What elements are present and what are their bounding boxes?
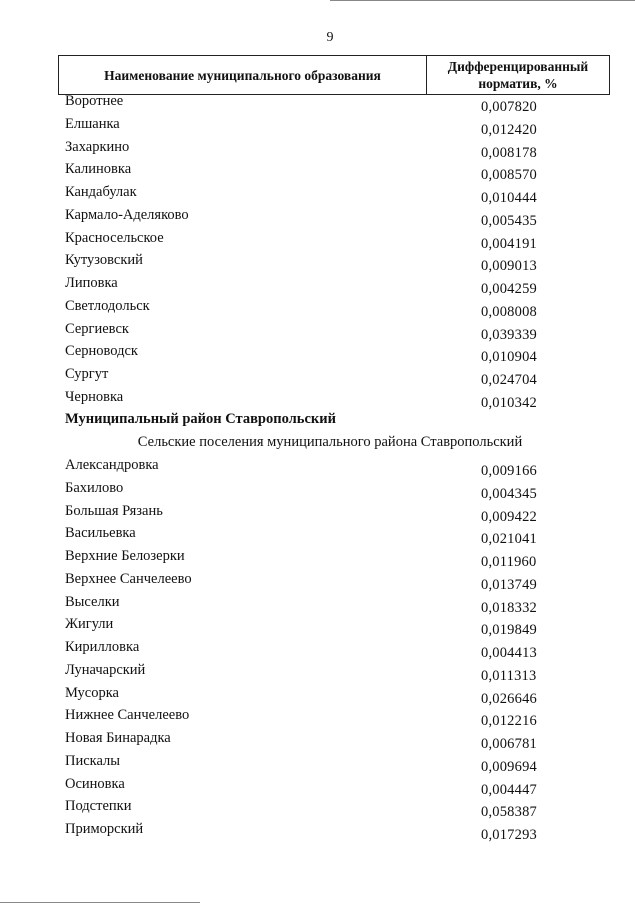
table-row (65, 571, 610, 594)
table-row (65, 457, 610, 480)
table-row (65, 753, 610, 776)
table-row (65, 161, 610, 184)
municipality-name: Приморский (65, 821, 144, 837)
table-row (65, 116, 610, 139)
subsection-title: Сельские поселения муниципального района Ставропольский (137, 434, 523, 450)
municipality-name: Большая Рязань (65, 502, 163, 519)
normative-value: 0,007820 (481, 99, 537, 115)
municipality-name: Калиновка (65, 161, 132, 178)
normative-value: 0,017293 (481, 827, 537, 843)
table-row (65, 503, 610, 526)
municipality-name: Верхние Белозерки (65, 548, 185, 564)
section-title: Муниципальный район Ставропольский (65, 411, 336, 427)
table-row (65, 685, 610, 708)
table-row (65, 525, 610, 548)
table-row (65, 548, 610, 571)
table-row (65, 730, 610, 753)
normative-value: 0,008008 (481, 303, 537, 320)
scan-edge-bottom (0, 902, 200, 903)
normative-value: 0,010904 (481, 349, 537, 366)
municipality-name: Новая Бинарадка (65, 730, 171, 746)
municipality-name: Пискалы (65, 752, 121, 769)
normative-value: 0,006781 (481, 736, 537, 752)
municipality-name: Липовка (65, 275, 118, 291)
normative-value: 0,008178 (481, 144, 537, 161)
municipality-name: Красносельское (65, 229, 164, 246)
column-header-value: Дифференцированный норматив, % (447, 59, 589, 91)
table-row (65, 594, 610, 617)
normative-value: 0,024704 (481, 372, 537, 388)
normative-value: 0,004191 (481, 235, 537, 252)
table-row (65, 93, 610, 116)
municipality-name: Александровка (65, 457, 159, 473)
municipality-name: Осиновка (65, 775, 125, 792)
municipality-name: Черновка (65, 388, 124, 405)
municipality-name: Захаркино (65, 138, 130, 155)
table-row (65, 616, 610, 639)
table-row (65, 480, 610, 503)
table-row (65, 366, 610, 389)
normative-value: 0,011313 (481, 667, 537, 684)
table-row (65, 139, 610, 162)
normative-value: 0,008570 (481, 167, 537, 184)
page-number: 9 (326, 30, 334, 45)
table-row (65, 298, 610, 321)
normative-value: 0,009013 (481, 258, 537, 275)
municipality-name: Нижнее Санчелеево (65, 707, 190, 724)
column-header-name: Наименование муниципального образования (59, 56, 427, 94)
table-header (58, 55, 610, 95)
normative-value: 0,012216 (481, 713, 537, 730)
municipality-name: Сергиевск (65, 320, 129, 337)
table-row (65, 230, 610, 253)
normative-value: 0,012420 (481, 121, 537, 138)
normative-value: 0,019849 (481, 622, 537, 639)
municipality-name: Сургут (65, 366, 109, 382)
municipality-name: Серноводск (65, 343, 138, 360)
municipality-name: Елшанка (65, 115, 120, 132)
table-row (65, 389, 610, 412)
normative-value: 0,021041 (481, 531, 537, 548)
table-row (65, 707, 610, 730)
normative-value: 0,004259 (481, 281, 537, 297)
normative-value: 0,026646 (481, 690, 537, 707)
municipality-name: Жигули (65, 616, 114, 633)
normative-value: 0,058387 (481, 804, 537, 821)
municipality-name: Подстепки (65, 798, 132, 815)
normative-value: 0,010444 (481, 190, 537, 206)
municipality-name: Васильевка (65, 525, 136, 542)
normative-value: 0,039339 (481, 326, 537, 343)
normative-value: 0,013749 (481, 576, 537, 593)
table-row (65, 321, 610, 344)
normative-value: 0,011960 (481, 554, 537, 570)
normative-value: 0,009694 (481, 758, 537, 775)
table-row (65, 821, 610, 844)
table-row (65, 798, 610, 821)
municipality-name: Воротнее (65, 93, 124, 109)
normative-value: 0,005435 (481, 212, 537, 229)
municipality-name: Кутузовский (65, 252, 143, 269)
municipality-name: Кандабулак (65, 184, 137, 200)
table-group-1 (65, 93, 610, 412)
normative-value: 0,004345 (481, 485, 537, 502)
table-group-2 (65, 457, 610, 844)
municipality-name: Луначарский (65, 661, 146, 678)
table-row (65, 662, 610, 685)
normative-value: 0,009166 (481, 463, 537, 479)
table-row (65, 184, 610, 207)
table-row (65, 776, 610, 799)
normative-value: 0,004447 (481, 781, 537, 798)
municipality-name: Мусорка (65, 684, 119, 701)
normative-value: 0,010342 (481, 394, 537, 411)
normative-value: 0,004413 (481, 645, 537, 661)
normative-value: 0,018332 (481, 599, 537, 616)
table-row (65, 252, 610, 275)
municipality-name: Кирилловка (65, 639, 140, 655)
table-row (65, 207, 610, 230)
municipality-name: Верхнее Санчелеево (65, 570, 192, 587)
municipality-name: Выселки (65, 593, 120, 610)
municipality-name: Светлодольск (65, 297, 150, 314)
municipality-name: Бахилово (65, 479, 124, 496)
normative-value: 0,009422 (481, 508, 537, 525)
municipality-name: Кармало-Аделяково (65, 206, 189, 223)
scan-edge-top (330, 0, 635, 1)
table-row (65, 275, 610, 298)
table-row (65, 639, 610, 662)
table-row (65, 343, 610, 366)
